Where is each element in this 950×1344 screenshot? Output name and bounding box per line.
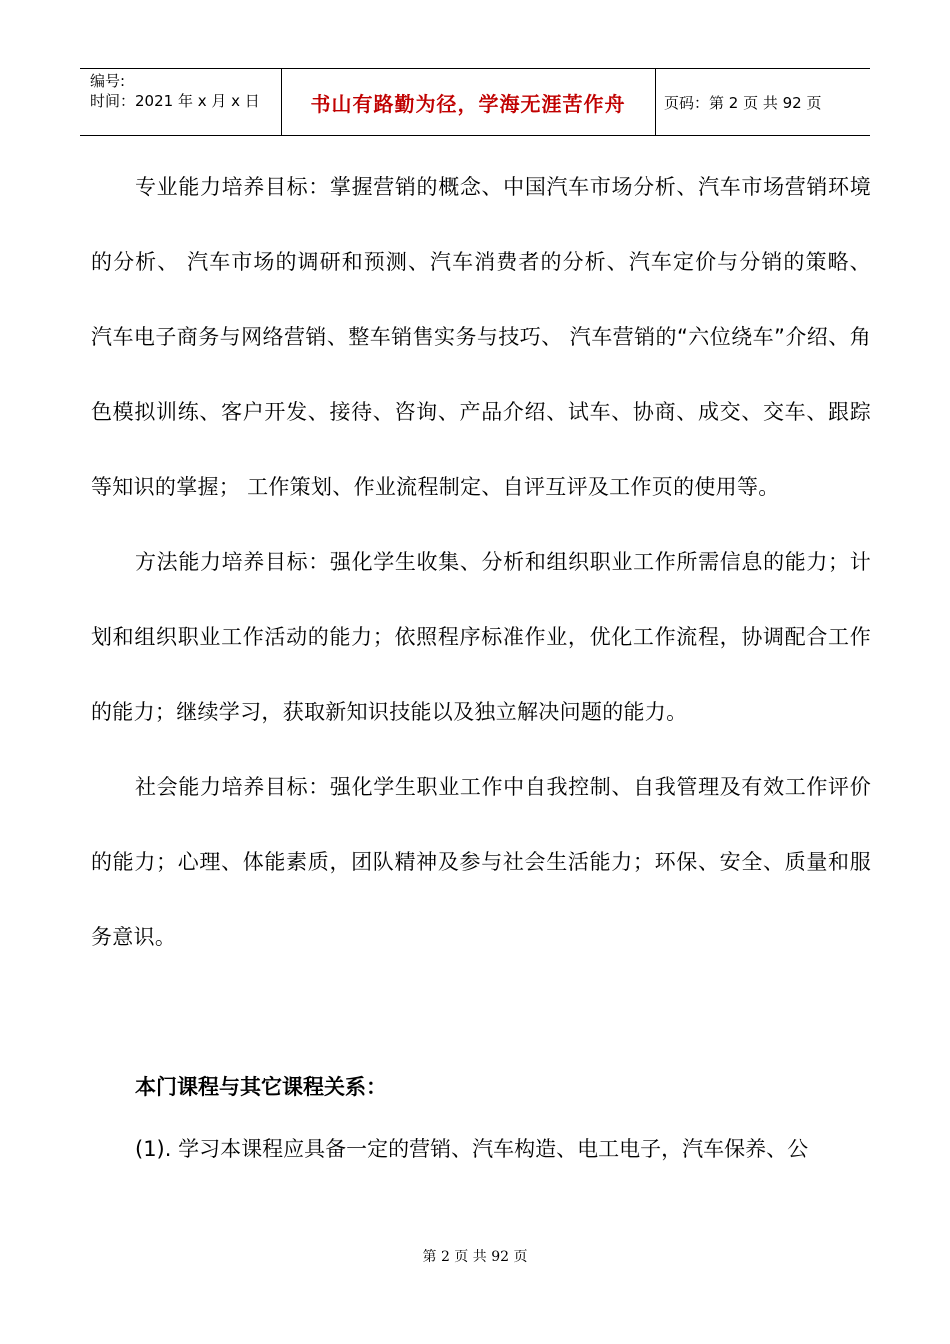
page-footer: 第 2 页 共 92 页 [422,1249,528,1265]
section-heading-course-relations: 本门课程与其它课程关系： [135,1075,387,1099]
paragraph-professional-goals: 专业能力培养目标：掌握营销的概念、中国汽车市场分析、汽车市场营销环境的分析、 汽车市场的调研和预测、汽车消费者的分析、汽车定价与分销的策略、 汽车电子商务与网络营销、整车销售实务与技巧、 汽车营销的“六位绕车”介绍、角色模拟训练、客户开发、接待、咨询、产品介绍、试车、协商、成交、交车、跟踪等知识的掌握； 工作策划、作业流程制定、自评互评及工作页的使用等。 [91,175,871,499]
header-divider-right [655,69,656,135]
list-item-1: (1). 学习本课程应具备一定的营销、汽车构造、电工电子，汽车保养、公 [135,1137,809,1161]
document-body [91,150,871,1173]
header-page-info: 页码：第 2 页 共 92 页 [664,94,822,112]
document-number-label: 编号: [90,72,126,90]
document-date: 时间：2021 年 x 月 x 日 [90,92,260,110]
paragraph-social-goals: 社会能力培养目标：强化学生职业工作中自我控制、自我管理及有效工作评价的能力；心理、体能素质，团队精神及参与社会生活能力；环保、安全、质量和服务意识。 [91,775,871,949]
header-motto: 书山有路勤为径，学海无涯苦作舟 [310,92,626,116]
header-meta [90,71,260,111]
page-header [80,68,870,136]
paragraph-method-goals: 方法能力培养目标：强化学生收集、分析和组织职业工作所需信息的能力；计划和组织职业工作活动的能力；依照程序标准作业，优化工作流程，协调配合工作的能力；继续学习，获取新知识技能以及独立解决问题的能力。 [91,550,871,724]
